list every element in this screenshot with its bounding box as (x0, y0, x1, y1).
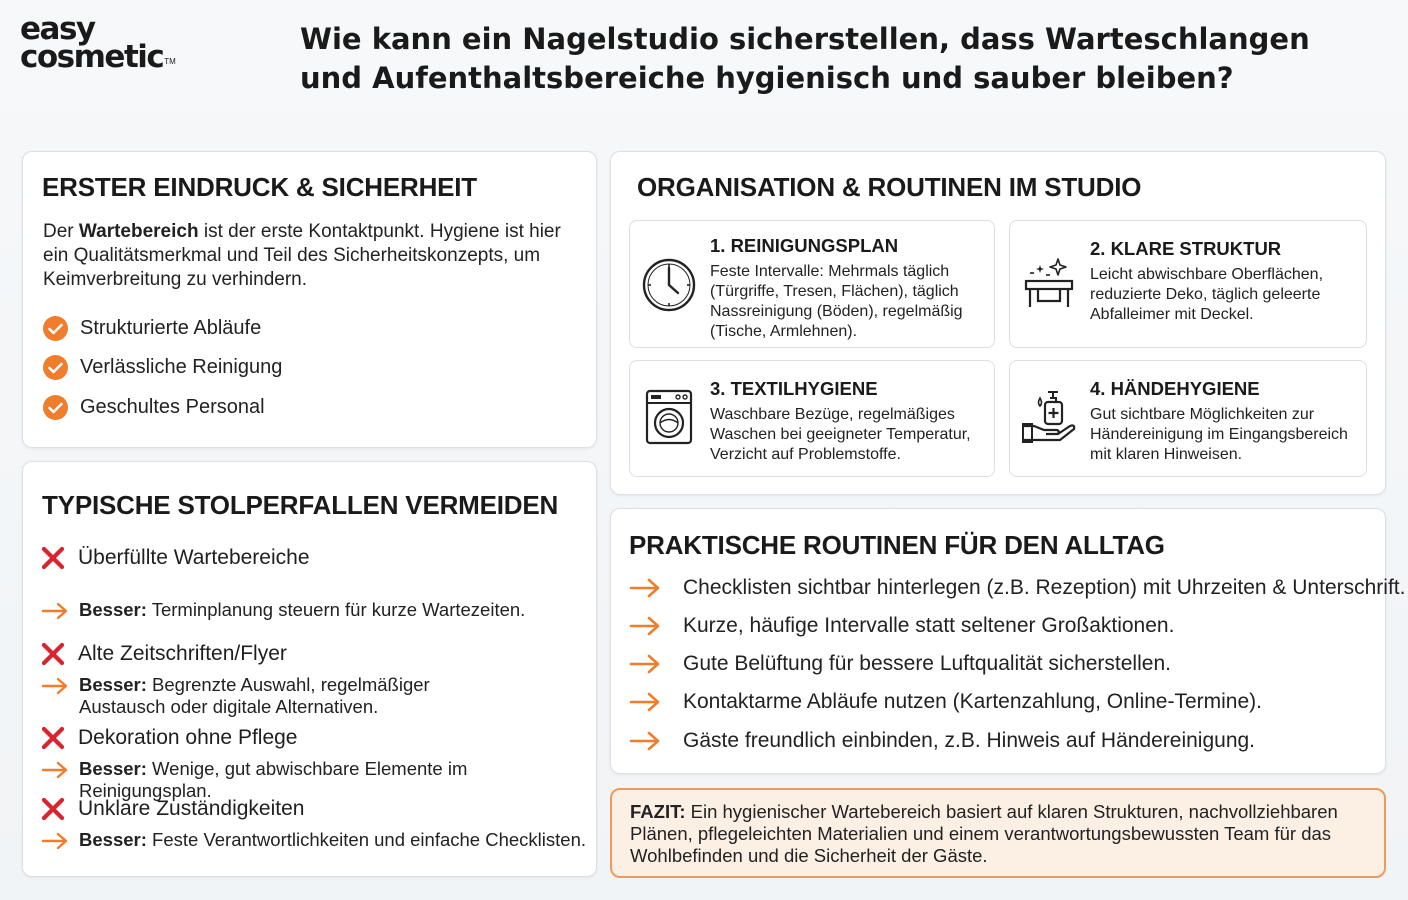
org-item-text: Waschbare Bezüge, regelmäßiges Waschen bei geeigneter Temperatur, Verzicht auf Problemstoffe. (710, 406, 971, 463)
arrow-right-icon (41, 602, 69, 620)
org-item-title: 3. TEXTILHYGIENE (710, 378, 878, 399)
pitfall-problem: Dekoration ohne Pflege (78, 726, 298, 749)
routine-item (629, 652, 1171, 676)
pitfall-item (41, 642, 287, 666)
logo-trademark: TM (164, 56, 176, 66)
clean-table-icon (1020, 255, 1078, 313)
org-item-title: 4. HÄNDEHYGIENE (1090, 378, 1260, 399)
intro-post: ist der erste Kontaktpunkt. Hygiene ist hier ein Qualitätsmerkmal und Teil des Sicherheitskonzepts, um Keimverbreitung zu verhindern. (43, 221, 561, 290)
pitfall-item (41, 726, 298, 750)
page-title: Wie kann ein Nagelstudio sicherstellen, dass Warteschlangen und Aufenthaltsbereiche hygienisch und sauber bleiben? (300, 22, 1310, 95)
pitfall-fix (41, 829, 599, 851)
arrow-right-icon (41, 677, 69, 695)
check-icon (43, 395, 68, 420)
first-impression-card (22, 151, 597, 448)
arrow-right-icon (41, 761, 69, 779)
pitfalls-card (22, 461, 597, 877)
arrow-right-icon (629, 654, 661, 674)
arrow-right-icon (629, 692, 661, 712)
pitfall-item (41, 797, 304, 821)
routine-item (629, 576, 1405, 600)
arrow-right-icon (629, 578, 661, 598)
routine-item (629, 729, 1255, 753)
routines-card (610, 508, 1406, 774)
org-item-title: 1. REINIGUNGSPLAN (710, 235, 899, 256)
intro-pre: Der (43, 221, 79, 242)
check-item (43, 395, 265, 420)
arrow-right-icon (629, 731, 661, 751)
clock-icon (640, 256, 698, 314)
org-item-hand-hygiene (1009, 360, 1367, 477)
organisation-card (610, 151, 1386, 495)
arrow-right-icon (629, 616, 661, 636)
cross-icon (41, 546, 65, 570)
org-item-text: Leicht abwischbare Oberflächen, reduzierte Deko, täglich geleerte Abfalleimer mit Deckel. (1090, 266, 1324, 323)
fazit-box (610, 788, 1386, 878)
routine-text: Gäste freundlich einbinden, z.B. Hinweis auf Händereinigung. (683, 729, 1256, 752)
routine-item (629, 690, 1262, 714)
intro-bold: Wartebereich (78, 221, 199, 242)
routines-heading: PRAKTISCHE ROUTINEN FÜR DEN ALLTAG (629, 530, 1165, 560)
cross-icon (41, 726, 65, 750)
check-label: Geschultes Personal (80, 396, 265, 418)
cross-icon (41, 797, 65, 821)
check-label: Strukturierte Abläufe (80, 317, 262, 339)
arrow-right-icon (41, 832, 69, 850)
pitfall-item (41, 546, 310, 570)
organisation-heading: ORGANISATION & ROUTINEN IM STUDIO (637, 172, 1142, 202)
logo (20, 11, 176, 75)
pitfall-fix (41, 674, 499, 718)
check-icon (43, 355, 68, 380)
sanitizer-hand-icon (1020, 388, 1078, 446)
cross-icon (41, 642, 65, 666)
pitfall-problem: Unklare Zuständigkeiten (78, 797, 305, 820)
fix-text: Begrenzte Auswahl, regelmäßiger Austausch oder digitale Alternativen. (79, 674, 430, 717)
routine-item (629, 614, 1174, 638)
org-item-text: Gut sichtbare Möglichkeiten zur Händereinigung im Eingangsbereich mit klaren Hinweisen. (1090, 406, 1348, 463)
routine-text: Checklisten sichtbar hinterlegen (z.B. Rezeption) mit Uhrzeiten & Unterschrift. (683, 576, 1406, 599)
check-label: Verlässliche Reinigung (80, 356, 283, 378)
pitfall-fix (41, 758, 599, 802)
fix-text: Wenige, gut abwischbare Elemente im Reinigungsplan. (79, 758, 468, 801)
first-impression-intro (43, 220, 563, 292)
better-label: Besser: (79, 758, 147, 779)
better-label: Besser: (79, 599, 147, 620)
logo-line-1: easy (20, 11, 95, 47)
better-label: Besser: (79, 674, 147, 695)
pitfall-problem: Überfüllte Wartebereiche (78, 546, 310, 569)
pitfall-problem: Alte Zeitschriften/Flyer (78, 642, 287, 665)
org-item-text: Feste Intervalle: Mehrmals täglich (Türgriffe, Tresen, Flächen), täglich Nassreinigung (Böden), regelmäßig (Tische, Armlehnen). (710, 263, 963, 340)
org-item-cleaning-plan (629, 220, 995, 348)
check-item (43, 355, 282, 380)
fazit-label: FAZIT: (630, 801, 686, 822)
routine-text: Gute Belüftung für bessere Luftqualität sicherstellen. (683, 652, 1171, 675)
fix-text: Feste Verantwortlichkeiten und einfache Checklisten. (152, 829, 586, 850)
org-item-title: 2. KLARE STRUKTUR (1090, 238, 1282, 259)
fazit-text: Ein hygienischer Wartebereich basiert auf klaren Strukturen, nachvollziehbaren Plänen, pflegeleichten Materialien und einem verantwortungsbewussten Team für das Wohlbefinden und die Sicherheit der Gäste. (630, 801, 1338, 866)
washing-machine-icon (640, 388, 698, 446)
org-item-textile (629, 360, 995, 477)
check-item (43, 316, 261, 341)
org-item-structure (1009, 220, 1367, 348)
routine-text: Kurze, häufige Intervalle statt seltener Großaktionen. (683, 614, 1175, 637)
pitfall-fix (41, 599, 584, 621)
routine-text: Kontaktarme Abläufe nutzen (Kartenzahlung, Online-Termine). (683, 690, 1262, 713)
better-label: Besser: (79, 829, 147, 850)
pitfalls-heading: TYPISCHE STOLPERFALLEN VERMEIDEN (42, 490, 559, 520)
check-icon (43, 316, 68, 341)
fix-text: Terminplanung steuern für kurze Wartezeiten. (151, 599, 526, 620)
logo-line-2: cosmetic (20, 38, 164, 75)
first-impression-heading: ERSTER EINDRUCK & SICHERHEIT (42, 172, 477, 202)
